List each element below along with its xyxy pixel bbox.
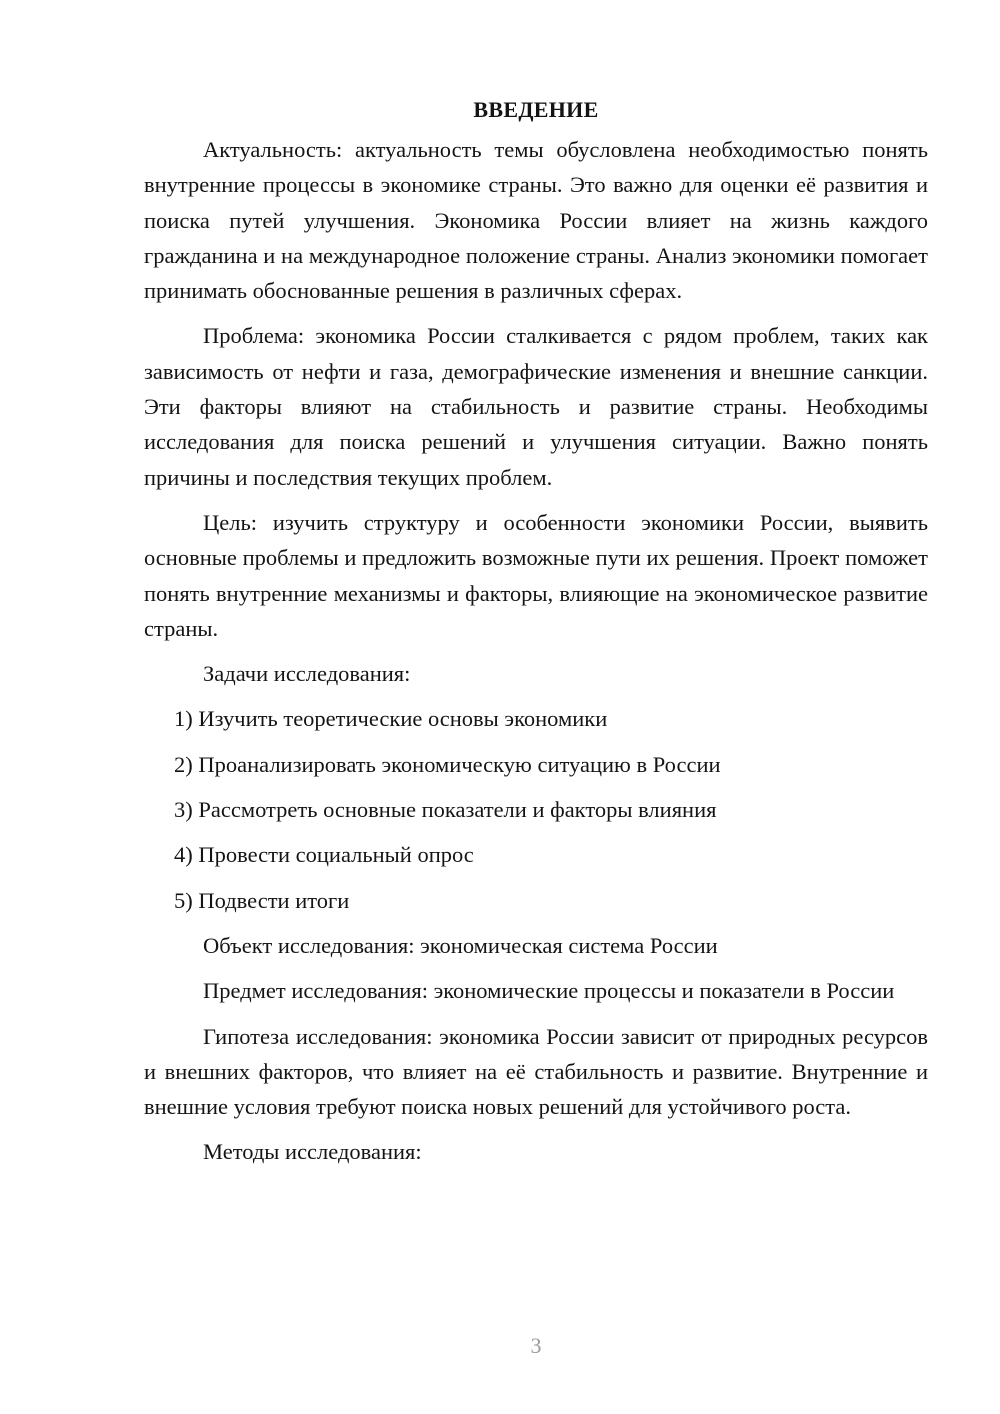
- problem-paragraph: Проблема: экономика России сталкивается с рядом проблем, таких как зависимость от нефти и газа, демографические изменения и внешние санкции. Эти факторы влияют на стабильность и развитие страны. Необходимы исследования для поиска решений и улучшения ситуации. Важно понять причины и последствия текущих проблем.: [144, 323, 928, 490]
- tasks-heading: Задачи исследования:: [203, 661, 411, 687]
- list-item: 4) Провести социальный опрос: [174, 842, 474, 868]
- relevance-paragraph: Актуальность: актуальность темы обусловлена необходимостью понять внутренние процессы в экономике страны. Это важно для оценки её развития и поиска путей улучшения. Экономика России влияет на жизнь каждого гражданина и на международное положение страны. Анализ экономики помогает принимать обоснованные решения в различных сферах.: [144, 137, 928, 304]
- list-item: 3) Рассмотреть основные показатели и факторы влияния: [174, 797, 717, 823]
- list-item: 1) Изучить теоретические основы экономики: [174, 706, 608, 732]
- page-number: 3: [530, 1333, 542, 1358]
- hypothesis-paragraph: Гипотеза исследования: экономика России зависит от природных ресурсов и внешних факторов, что влияет на её стабильность и развитие. Внутренние и внешние условия требуют поиска новых решений для устойчивого роста.: [144, 1023, 928, 1120]
- subject-paragraph: Предмет исследования: экономические процессы и показатели в России: [203, 978, 895, 1004]
- object-paragraph: Объект исследования: экономическая система России: [203, 932, 718, 958]
- tasks-list: [144, 701, 928, 917]
- goal-paragraph: Цель: изучить структуру и особенности экономики России, выявить основные проблемы и предложить возможные пути их решения. Проект поможет понять внутренние механизмы и факторы, влияющие на экономическое развитие страны.: [144, 509, 928, 641]
- methods-heading: Методы исследования:: [203, 1139, 422, 1165]
- list-item: 2) Проанализировать экономическую ситуацию в России: [174, 751, 721, 777]
- page-title: ВВЕДЕНИЕ: [473, 97, 599, 122]
- list-item: 5) Подвести итоги: [174, 887, 350, 913]
- document-page: [144, 92, 928, 1180]
